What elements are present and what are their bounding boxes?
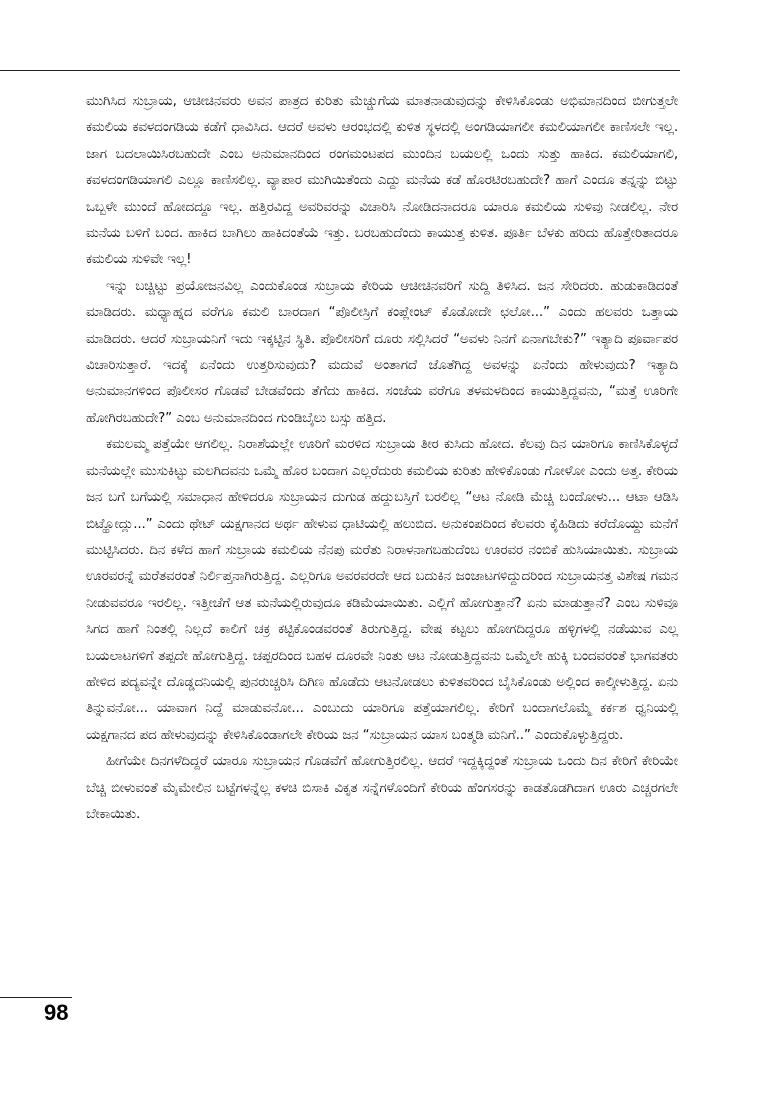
bottom-rule: [0, 997, 72, 998]
body-text: [86, 88, 678, 827]
top-rule: [0, 70, 680, 71]
paragraph-1: ಮುಗಿಸಿದ ಸುಬ್ರಾಯ, ಆಚೀಚಿನವರು ಅವನ ಪಾತ್ರದ ಕುರಿತು ಮೆಚ್ಚುಗೆಯ ಮಾತನಾಡುವುದನ್ನು ಕೇಳಿಸಿಕೊಂಡು ಅಭಿಮಾನದಿಂದ ಬೀಗುತ್ತಲೇ ಕಮಲಿಯ ಕವಳದಂಗಡಿಯ ಕಡೆಗೆ ಧಾವಿಸಿದ. ಆದರೆ ಅವಳು ಆರಂಭದಲ್ಲಿ ಕುಳಿತ ಸ್ಥಳದಲ್ಲಿ ಅಂಗಡಿಯಾಗಲೀ ಕಮಲಿಯಾಗಲೀ ಕಾಣಿಸಲೇ ಇಲ್ಲ. ಜಾಗ ಬದಲಾಯಿಸಿರಬಹುದೇ ಎಂಬ ಅನುಮಾನದಿಂದ ರಂಗಮಂಟಪದ ಮುಂದಿನ ಬಯಲಲ್ಲಿ ಒಂದು ಸುತ್ತು ಹಾಕಿದ. ಕಮಲಿಯಾಗಲಿ, ಕವಳದಂಗಡಿಯಾಗಲಿ ಎಲ್ಲೂ ಕಾಣಿಸಲಿಲ್ಲ. ವ್ಯಾಪಾರ ಮುಗಿಯಿತೆಂದು ಎದ್ದು ಮನೆಯ ಕಡೆ ಹೊರಟಿರಬಹುದೇ? ಹಾಗೆ ಎಂದೂ ತನ್ನನ್ನು ಬಿಟ್ಟು ಒಬ್ಬಳೇ ಮುಂದೆ ಹೋದದ್ದೂ ಇಲ್ಲ. ಹತ್ತಿರವಿದ್ದ ಅವರಿವರನ್ನು ವಿಚಾರಿಸಿ ನೋಡಿದನಾದರೂ ಯಾರೂ ಕಮಲಿಯ ಸುಳಿವು ನೀಡಲಿಲ್ಲ. ನೇರ ಮನೆಯ ಬಳಿಗೆ ಬಂದ. ಹಾಕಿದ ಬಾಗಿಲು ಹಾಕಿದಂತೆಯೆ ಇತ್ತು. ಬರಬಹುದೆಂದು ಕಾಯುತ್ತ ಕುಳಿತ. ಪೂರ್ತಿ ಬೆಳಕು ಹರಿದು ಹೊತ್ತೇರಿತಾದರೂ ಕಮಲಿಯ ಸುಳಿವೇ ಇಲ್ಲ!: [86, 93, 678, 268]
paragraph-2: ಇನ್ನು ಬಚ್ಚಿಟ್ಟು ಪ್ರಯೋಜನವಿಲ್ಲ ಎಂದುಕೊಂಡ ಸುಬ್ರಾಯ ಕೇರಿಯ ಆಚೀಚಿನವರಿಗೆ ಸುದ್ದಿ ತಿಳಿಸಿದ. ಜನ ಸೇರಿದರು. ಹುಡುಕಾಡಿದಂತೆ ಮಾಡಿದರು. ಮಧ್ಯಾಹ್ನದ ವರೆಗೂ ಕಮಲಿ ಬಾರದಾಗ “ಪೊಲೀಸ್ರಿಗೆ ಕಂಪ್ಲೇಂಟ್ ಕೊಡೋದೇ ಛಲೋ...” ಎಂದು ಹಲವರು ಒತ್ತಾಯ ಮಾಡಿದರು. ಆದರೆ ಸುಬ್ರಾಯನಿಗೆ ಇದು ಇಕ್ಕಟ್ಟಿನ ಸ್ಥಿತಿ. ಪೊಲೀಸರಿಗೆ ದೂರು ಸಲ್ಲಿಸಿದರೆ “ಅವಳು ನಿನಗೆ ಏನಾಗಬೇಕು?” ಇತ್ಯಾದಿ ಪೂರ್ವಾಪರ ವಿಚಾರಿಸುತ್ತಾರೆ. ಇದಕ್ಕೆ ಏನೆಂದು ಉತ್ತರಿಸುವುದು? ಮದುವೆ ಅಂತಾಗದೆ ಜೊತೆಗಿದ್ದ ಅವಳನ್ನು ಏನೆಂದು ಹೇಳುವುದು? ಇತ್ಯಾದಿ ಅನುಮಾನಗಳಿಂದ ಪೊಲೀಸರ ಗೊಡವೆ ಬೇಡವೆಂದು ತೆಗೆದು ಹಾಕಿದ. ಸಂಜೆಯ ವರೆಗೂ ತಳಮಳದಿಂದ ಕಾಯುತ್ತಿದ್ದವನು, “ಮತ್ತೆ ಊರಿಗೇ ಹೋಗಿರಬಹುದೇ?” ಎಂಬ ಅನುಮಾನದಿಂದ ಗುಂಡಿಬೈಲು ಬಸ್ಸು ಹತ್ತಿದ.: [86, 277, 678, 426]
paragraph-3: ಕಮಲಮ್ಮ ಪತ್ತೆಯೇ ಆಗಲಿಲ್ಲ. ನಿರಾಶೆಯಲ್ಲೇ ಊರಿಗೆ ಮರಳಿದ ಸುಬ್ರಾಯ ತೀರ ಕುಸಿದು ಹೋದ. ಕೆಲವು ದಿನ ಯಾರಿಗೂ ಕಾಣಿಸಿಕೊಳ್ಳದೆ ಮನೆಯಲ್ಲೇ ಮುಸುಕಿಟ್ಟು ಮಲಗಿದವನು ಒಮ್ಮೆ ಹೊರ ಬಂದಾಗ ಎಲ್ಲರೆದುರು ಕಮಲಿಯ ಕುರಿತು ಹೇಳಿಕೊಂಡು ಗೋಳೋ ಎಂದು ಅತ್ತ. ಕೇರಿಯ ಜನ ಬಗೆ ಬಗೆಯಲ್ಲಿ ಸಮಾಧಾನ ಹೇಳಿದರೂ ಸುಬ್ರಾಯನ ದುಗುಡ ಹದ್ದುಬಸ್ತಿಗೆ ಬರಲಿಲ್ಲ “ಆಟ ನೋಡಿ ಮೆಚ್ಚಿ ಬಂದೋಳು... ಆಟಾ ಆಡಿಸಿ ಬಿಟ್ಹೋದ್ಲು...” ಎಂದು ಥೇಟ್ ಯಕ್ಷಗಾನದ ಅರ್ಥ ಹೇಳುವ ಧಾಟಿಯಲ್ಲಿ ಹಲುಬಿದ. ಅನುಕಂಪದಿಂದ ಕೆಲವರು ಕೈಹಿಡಿದು ಕರೆದೊಯ್ದು ಮನೆಗೆ ಮುಟ್ಟಿಸಿದರು. ದಿನ ಕಳೆದ ಹಾಗೆ ಸುಬ್ರಾಯ ಕಮಲಿಯ ನೆನಪು ಮರೆತು ನಿರಾಳನಾಗಬಹುದೆಂಬ ಊರವರ ನಂಬಿಕೆ ಹುಸಿಯಾಯಿತು. ಸುಬ್ರಾಯ ಊರವರನ್ನೆ ಮರೆತವರಂತೆ ನಿರ್ಲಿಪ್ತನಾಗಿರುತ್ತಿದ್ದ. ಎಲ್ಲರಿಗೂ ಅವರವರದೇ ಆದ ಬದುಕಿನ ಜಂಜಾಟಗಳಿದ್ದುದರಿಂದ ಸುಬ್ರಾಯನತ್ತ ವಿಶೇಷ ಗಮನ ನೀಡುವವರೂ ಇರಲಿಲ್ಲ. ಇತ್ತೀಚೆಗೆ ಆತ ಮನೆಯಲ್ಲಿರುವುದೂ ಕಡಿಮೆಯಾಯಿತು. ಎಲ್ಲಿಗೆ ಹೋಗುತ್ತಾನೆ? ಏನು ಮಾಡುತ್ತಾನೆ? ಎಂಬ ಸುಳಿವೂ ಸಿಗದ ಹಾಗೆ ನಿಂತಲ್ಲಿ ನಿಲ್ಲದೆ ಕಾಲಿಗೆ ಚಕ್ರ ಕಟ್ಟಿಕೊಂಡವರಂತೆ ತಿರುಗುತ್ತಿದ್ದ. ವೇಷ ಕಟ್ಟಲು ಹೋಗದಿದ್ದರೂ ಹಳ್ಳಿಗಳಲ್ಲಿ ನಡೆಯುವ ಎಲ್ಲ ಬಯಲಾಟಗಳಿಗೆ ತಪ್ಪದೇ ಹೋಗುತ್ತಿದ್ದ. ಚಪ್ಪರದಿಂದ ಬಹಳ ದೂರವೇ ನಿಂತು ಆಟ ನೋಡುತ್ತಿದ್ದವನು ಒಮ್ಮೆಲೇ ಹುಕ್ಕಿ ಬಂದವರಂತೆ ಭಾಗವತರು ಹೇಳಿದ ಪದ್ಯವನ್ನೇ ದೊಡ್ಡದನಿಯಲ್ಲಿ ಪುನರುಚ್ಚರಿಸಿ ದಿಗಿಣ ಹೊಡೆದು ಆಟನೋಡಲು ಕುಳಿತವರಿಂದ ಬೈಸಿಕೊಂಡು ಅಲ್ಲಿಂದ ಕಾಲ್ಕೀಳುತ್ತಿದ್ದ. ಏನು ತಿನ್ನುವನೋ... ಯಾವಾಗ ನಿದ್ದೆ ಮಾಡುವನೋ... ಎಂಬುದು ಯಾರಿಗೂ ಪತ್ತೆಯಾಗಲಿಲ್ಲ. ಕೇರಿಗೆ ಬಂದಾಗಲೊಮ್ಮೆ ಕರ್ಕಶ ಧ್ವನಿಯಲ್ಲಿ ಯಕ್ಷಗಾನದ ಪದ ಹೇಳುವುದನ್ನು ಕೇಳಿಸಿಕೊಂಡಾಗಲೇ ಕೇರಿಯ ಜನ “ಸುಬ್ರಾಯನ ಯಾಸ ಬಂತ್ಮಡಿ ಮನಿಗೆ..” ಎಂದುಕೊಳ್ಳುತ್ತಿದ್ದರು.: [86, 436, 678, 743]
page-number: 98: [44, 1000, 69, 1025]
paragraph-4: ಹೀಗೆಯೇ ದಿನಗಳೆದಿದ್ದರೆ ಯಾರೂ ಸುಬ್ರಾಯನ ಗೊಡವೆಗೆ ಹೋಗುತ್ತಿರಲಿಲ್ಲ. ಆದರೆ ಇದ್ದಕ್ಕಿದ್ದಂತೆ ಸುಬ್ರಾಯ ಒಂದು ದಿನ ಕೇರಿಗೆ ಕೇರಿಯೇ ಬೆಚ್ಚಿ ಬೀಳುವಂತೆ ಮೈಮೇಲಿನ ಬಟ್ಟೆಗಳನ್ನೆಲ್ಲ ಕಳಚಿ ಬಿಸಾಕಿ ವಿಕೃತ ಸನ್ನೆಗಳೊಂದಿಗೆ ಕೇರಿಯ ಹೆಂಗಸರನ್ನು ಕಾಡತೊಡಗಿದಾಗ ಊರು ಎಚ್ಚರಗಲೇ ಬೇಕಾಯಿತು.: [86, 753, 678, 822]
